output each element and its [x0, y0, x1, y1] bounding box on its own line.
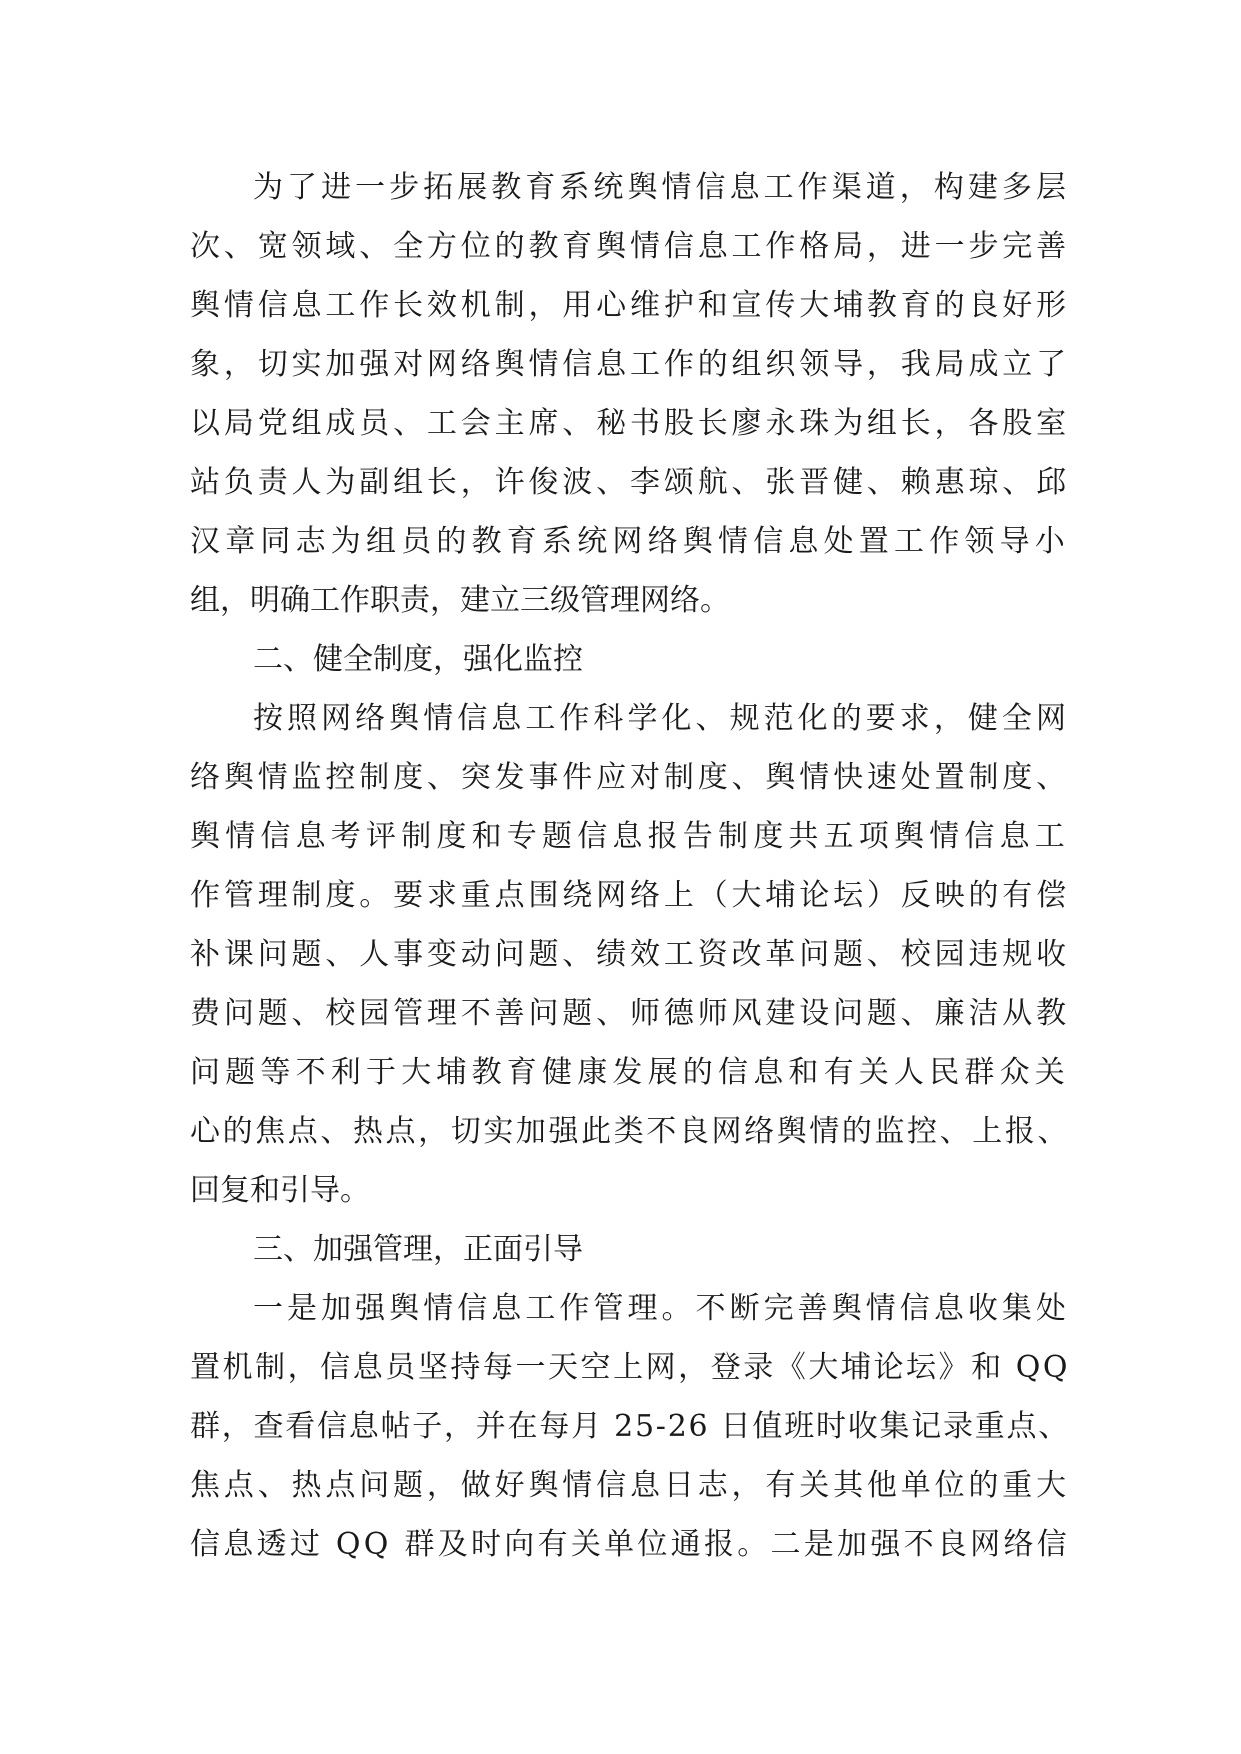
text-line: 象，切实加强对网络舆情信息工作的组织领导，我局成立了 — [190, 347, 1070, 382]
text-line: 问题等不利于大埔教育健康发展的信息和有关人民群众关 — [190, 1055, 1070, 1090]
text-line: 站负责人为副组长，许俊波、李颂航、张晋健、赖惠琼、邱 — [190, 465, 1070, 500]
text-line: 信息透过 QQ 群及时向有关单位通报。二是加强不良网络信 — [190, 1527, 1070, 1562]
text-line: 络舆情监控制度、突发事件应对制度、舆情快速处置制度、 — [190, 760, 1070, 795]
text-line: 三、加强管理，正面引导 — [253, 1232, 583, 1267]
text-line: 二、健全制度，强化监控 — [253, 642, 583, 677]
text-line: 组，明确工作职责，建立三级管理网络。 — [190, 583, 730, 618]
text-line: 汉章同志为组员的教育系统网络舆情信息处置工作领导小 — [190, 524, 1070, 559]
text-line: 焦点、热点问题，做好舆情信息日志，有关其他单位的重大 — [190, 1468, 1070, 1503]
text-line: 回复和引导。 — [190, 1173, 370, 1208]
text-line: 作管理制度。要求重点围绕网络上（大埔论坛）反映的有偿 — [190, 878, 1070, 913]
text-line: 按照网络舆情信息工作科学化、规范化的要求，健全网 — [253, 701, 1070, 736]
text-line: 一是加强舆情信息工作管理。不断完善舆情信息收集处 — [253, 1291, 1070, 1326]
text-line: 补课问题、人事变动问题、绩效工资改革问题、校园违规收 — [190, 937, 1070, 972]
text-line: 以局党组成员、工会主席、秘书股长廖永珠为组长，各股室 — [190, 406, 1070, 441]
text-line: 舆情信息工作长效机制，用心维护和宣传大埔教育的良好形 — [190, 288, 1070, 323]
text-line: 舆情信息考评制度和专题信息报告制度共五项舆情信息工 — [190, 819, 1070, 854]
text-line: 费问题、校园管理不善问题、师德师风建设问题、廉洁从教 — [190, 996, 1070, 1031]
text-line: 群，查看信息帖子，并在每月 25-26 日值班时收集记录重点、 — [190, 1409, 1070, 1444]
text-line: 置机制，信息员坚持每一天空上网，登录《大埔论坛》和 QQ — [190, 1350, 1070, 1385]
document-body — [190, 158, 1070, 1574]
text-line: 次、宽领域、全方位的教育舆情信息工作格局，进一步完善 — [190, 229, 1070, 264]
text-line: 心的焦点、热点，切实加强此类不良网络舆情的监控、上报、 — [190, 1114, 1070, 1149]
text-line: 为了进一步拓展教育系统舆情信息工作渠道，构建多层 — [253, 170, 1070, 205]
